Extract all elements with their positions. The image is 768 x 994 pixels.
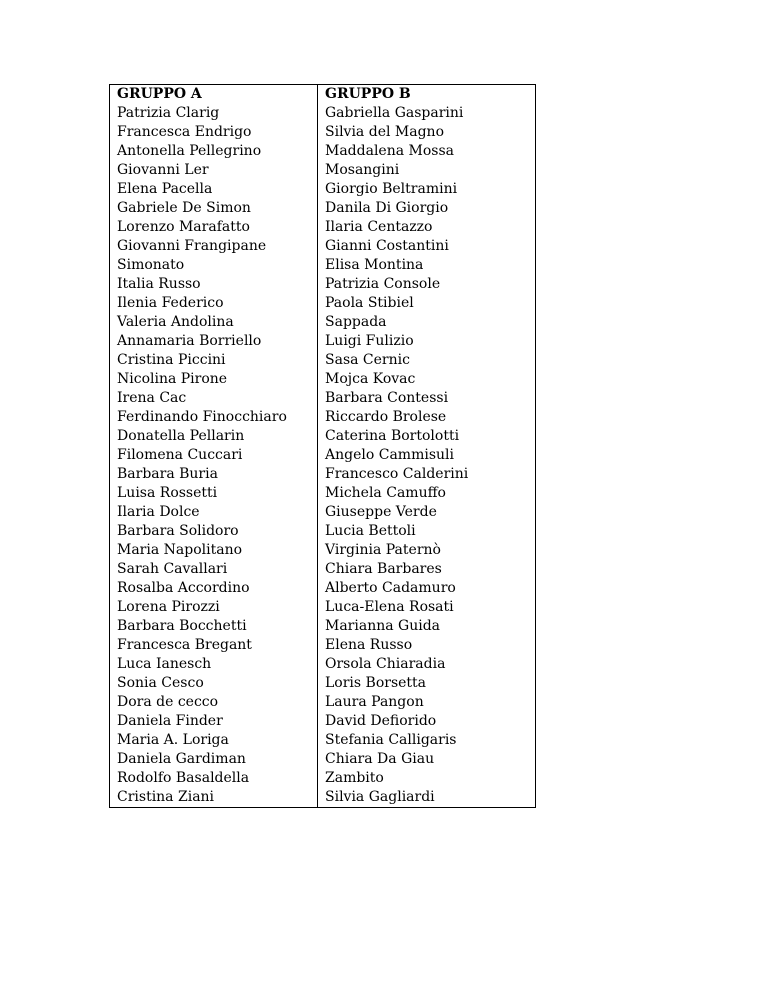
table-row	[110, 123, 536, 142]
gruppo-b-name: Orsola Chiaradia	[318, 655, 536, 674]
gruppo-b-name: Lucia Bettoli	[318, 522, 536, 541]
table-row	[110, 541, 536, 560]
gruppo-a-name: Nicolina Pirone	[110, 370, 318, 389]
gruppo-b-name: Stefania Calligaris	[318, 731, 536, 750]
table-row	[110, 237, 536, 256]
gruppo-a-name: Cristina Piccini	[110, 351, 318, 370]
gruppo-b-name: Chiara Da Giau	[318, 750, 536, 769]
gruppo-a-name: Luca Ianesch	[110, 655, 318, 674]
table-row	[110, 256, 536, 275]
gruppo-b-name: Luigi Fulizio	[318, 332, 536, 351]
gruppo-a-name: Simonato	[110, 256, 318, 275]
gruppo-b-name: Gabriella Gasparini	[318, 104, 536, 123]
gruppo-b-name: Mosangini	[318, 161, 536, 180]
table-row	[110, 446, 536, 465]
gruppo-b-name: Elisa Montina	[318, 256, 536, 275]
gruppo-b-name: Danila Di Giorgio	[318, 199, 536, 218]
gruppo-a-name: Maria Napolitano	[110, 541, 318, 560]
gruppo-b-name: Riccardo Brolese	[318, 408, 536, 427]
gruppo-a-name: Sarah Cavallari	[110, 560, 318, 579]
table-row	[110, 142, 536, 161]
gruppo-a-name: Francesca Bregant	[110, 636, 318, 655]
gruppo-b-name: Francesco Calderini	[318, 465, 536, 484]
gruppo-b-name: Luca-Elena Rosati	[318, 598, 536, 617]
table-row	[110, 199, 536, 218]
gruppo-b-name: Loris Borsetta	[318, 674, 536, 693]
gruppo-a-name: Rodolfo Basaldella	[110, 769, 318, 788]
gruppo-a-name: Rosalba Accordino	[110, 579, 318, 598]
gruppo-b-name: Barbara Contessi	[318, 389, 536, 408]
gruppo-b-name: Silvia Gagliardi	[318, 788, 536, 808]
table-row	[110, 560, 536, 579]
gruppo-b-name: Caterina Bortolotti	[318, 427, 536, 446]
table-header	[110, 85, 536, 105]
gruppo-a-name: Italia Russo	[110, 275, 318, 294]
gruppo-a-name: Lorenzo Marafatto	[110, 218, 318, 237]
gruppo-a-name: Giovanni Frangipane	[110, 237, 318, 256]
gruppo-b-name: Sappada	[318, 313, 536, 332]
table-row	[110, 104, 536, 123]
gruppo-a-name: Patrizia Clarig	[110, 104, 318, 123]
gruppo-b-name: David Defiorido	[318, 712, 536, 731]
gruppo-a-name: Sonia Cesco	[110, 674, 318, 693]
gruppo-a-name: Elena Pacella	[110, 180, 318, 199]
gruppo-a-name: Donatella Pellarin	[110, 427, 318, 446]
gruppo-b-name: Paola Stibiel	[318, 294, 536, 313]
table-row	[110, 693, 536, 712]
gruppo-a-name: Francesca Endrigo	[110, 123, 318, 142]
table-row	[110, 370, 536, 389]
table-row	[110, 161, 536, 180]
gruppo-b-name: Gianni Costantini	[318, 237, 536, 256]
header-row	[110, 85, 536, 105]
table-row	[110, 332, 536, 351]
gruppo-a-name: Maria A. Loriga	[110, 731, 318, 750]
table-row	[110, 522, 536, 541]
gruppo-b-name: Virginia Paternò	[318, 541, 536, 560]
table-row	[110, 788, 536, 808]
header-gruppo-a: GRUPPO A	[110, 85, 318, 105]
table-row	[110, 294, 536, 313]
table-row	[110, 503, 536, 522]
gruppo-a-name: Giovanni Ler	[110, 161, 318, 180]
gruppo-a-name: Valeria Andolina	[110, 313, 318, 332]
table-row	[110, 408, 536, 427]
groups-table	[109, 84, 536, 808]
table-row	[110, 750, 536, 769]
table-row	[110, 598, 536, 617]
table-row	[110, 389, 536, 408]
gruppo-a-name: Dora de cecco	[110, 693, 318, 712]
gruppo-a-name: Daniela Gardiman	[110, 750, 318, 769]
gruppo-a-name: Luisa Rossetti	[110, 484, 318, 503]
header-gruppo-b: GRUPPO B	[318, 85, 536, 105]
gruppo-a-name: Barbara Buria	[110, 465, 318, 484]
gruppo-b-name: Mojca Kovac	[318, 370, 536, 389]
table-body	[110, 104, 536, 808]
gruppo-a-name: Cristina Ziani	[110, 788, 318, 808]
gruppo-b-name: Marianna Guida	[318, 617, 536, 636]
table-row	[110, 674, 536, 693]
table-row	[110, 351, 536, 370]
table-row	[110, 313, 536, 332]
gruppo-b-name: Giorgio Beltramini	[318, 180, 536, 199]
gruppo-a-name: Annamaria Borriello	[110, 332, 318, 351]
table-row	[110, 617, 536, 636]
gruppo-b-name: Giuseppe Verde	[318, 503, 536, 522]
table-row	[110, 275, 536, 294]
gruppo-b-name: Alberto Cadamuro	[318, 579, 536, 598]
gruppo-a-name: Ilaria Dolce	[110, 503, 318, 522]
gruppo-a-name: Barbara Bocchetti	[110, 617, 318, 636]
gruppo-a-name: Lorena Pirozzi	[110, 598, 318, 617]
gruppo-b-name: Angelo Cammisuli	[318, 446, 536, 465]
table-row	[110, 769, 536, 788]
table-row	[110, 731, 536, 750]
gruppo-a-name: Ferdinando Finocchiaro	[110, 408, 318, 427]
gruppo-b-name: Ilaria Centazzo	[318, 218, 536, 237]
gruppo-b-name: Zambito	[318, 769, 536, 788]
gruppo-b-name: Sasa Cernic	[318, 351, 536, 370]
gruppo-a-name: Antonella Pellegrino	[110, 142, 318, 161]
gruppo-b-name: Silvia del Magno	[318, 123, 536, 142]
gruppo-b-name: Elena Russo	[318, 636, 536, 655]
gruppo-a-name: Filomena Cuccari	[110, 446, 318, 465]
gruppo-b-name: Chiara Barbares	[318, 560, 536, 579]
gruppo-a-name: Barbara Solidoro	[110, 522, 318, 541]
table-row	[110, 180, 536, 199]
table-row	[110, 465, 536, 484]
gruppo-a-name: Daniela Finder	[110, 712, 318, 731]
table-row	[110, 484, 536, 503]
table-row	[110, 218, 536, 237]
gruppo-b-name: Maddalena Mossa	[318, 142, 536, 161]
table-row	[110, 427, 536, 446]
gruppo-b-name: Laura Pangon	[318, 693, 536, 712]
table-row	[110, 655, 536, 674]
gruppo-b-name: Michela Camuffo	[318, 484, 536, 503]
gruppo-a-name: Irena Cac	[110, 389, 318, 408]
gruppo-a-name: Ilenia Federico	[110, 294, 318, 313]
table-row	[110, 712, 536, 731]
table-row	[110, 579, 536, 598]
table-row	[110, 636, 536, 655]
gruppo-a-name: Gabriele De Simon	[110, 199, 318, 218]
gruppo-b-name: Patrizia Console	[318, 275, 536, 294]
